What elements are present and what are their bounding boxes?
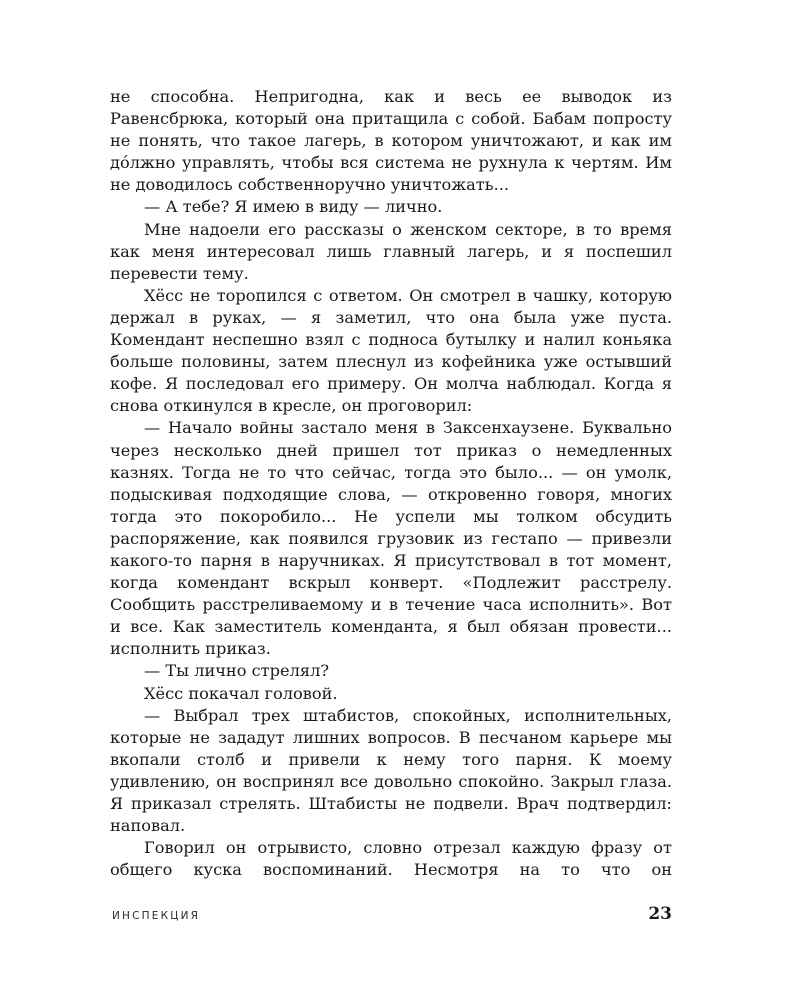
paragraph: — Начало войны застало меня в Заксенхаузене. Буквально через несколько дней пришел тот приказ о немедленных казнях. Тогда не то что сейчас, тогда это было... — он умолк, подыскивая подходящие слова, — откровенно говоря, многих тогда это покоробило... Не успели мы толком обсудить распоряжение, как появился грузовик из гестапо — привезли какого-то парня в наручниках. Я присутствовал в тот момент, когда комендант вскрыл конверт. «Подлежит расстрелу. Сообщить расстреливаемому и в течение часа исполнить». Вот и все. Как заместитель коменданта, я был обязан провести... исполнить приказ. [110,418,672,659]
paragraph: Хёсс покачал головой. [144,683,338,703]
paragraph: Мне надоели его рассказы о женском секторе, в то время как меня интересовал лишь главный лагерь, и я поспешил перевести тему. [110,219,672,283]
paragraph: Говорил он отрывисто, словно отрезал каждую фразу от общего куска воспоминаний. Несмотря на то что он [110,838,672,880]
page-number: 23 [648,904,672,924]
paragraph: — Выбрал трех штабистов, спокойных, исполнительных, которые не зададут лишних вопросов. В песчаном карьере мы вкопали столб и привели к нему того парня. К моему удивлению, он воспринял все довольно спокойно. Закрыл глаза. Я приказал стрелять. Штабисты не подвели. Врач подтвердил: наповал. [110,705,672,836]
paragraph: не способна. Непригодна, как и весь ее выводок из Равенсбрюка, который она притащила с собой. Бабам попросту не понять, что такое лагерь, в котором уничтожают, и как им до́лжно управлять, чтобы вся система не рухнула к чертям. Им не доводилось собственноручно уничтожать... [110,87,672,195]
body-text [110,86,672,881]
paragraph: — Ты лично стрелял? [144,661,330,681]
paragraph: Хёсс не торопился с ответом. Он смотрел в чашку, которую держал в руках, — я заметил, что она была уже пуста. Комендант неспешно взял с подноса бутылку и налил коньяка больше половины, затем плеснул из кофейника уже остывший кофе. Я последовал его примеру. Он молча наблюдал. Когда я снова откинулся в кресле, он проговорил: [110,285,672,416]
running-title: ИНСПЕКЦИЯ [112,910,201,922]
paragraph: — А тебе? Я имею в виду — лично. [144,197,443,217]
